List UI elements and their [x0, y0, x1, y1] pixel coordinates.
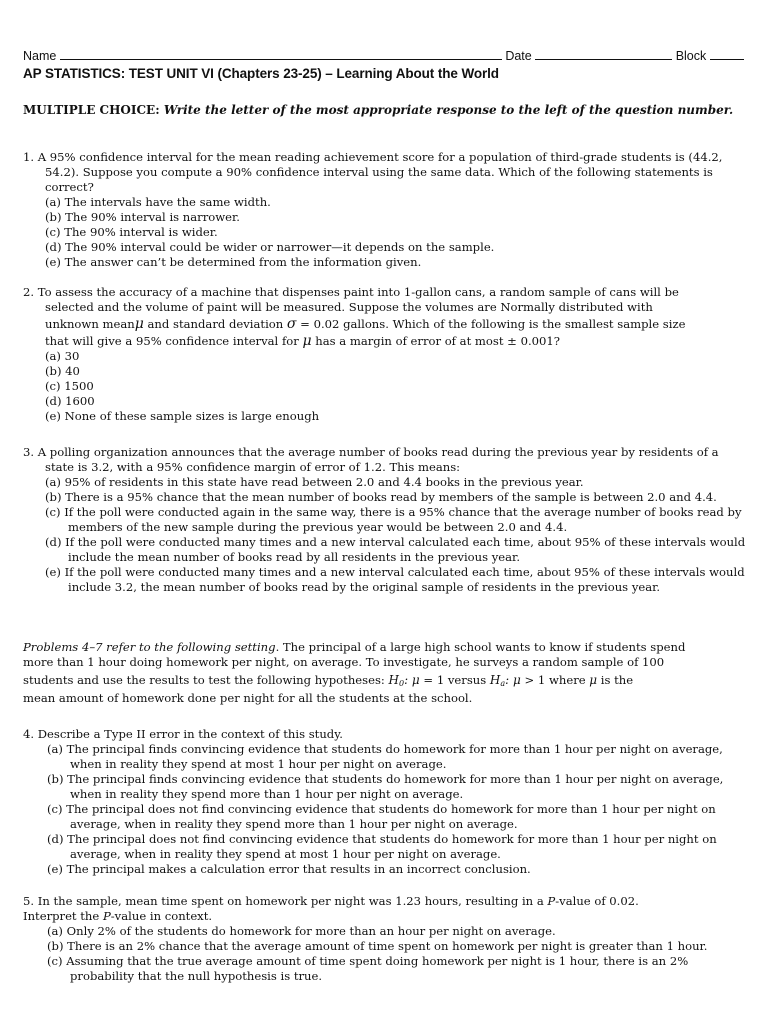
question-4-option-a: (a) The principal finds convincing evidence that students do homework for more than 1 hour per night on average, when in reality they spend at most 1 hour per night on average. [47, 742, 723, 771]
question-3-option-e: (e) If the poll were conducted many times and a new interval calculated each time, about 95% of these intervals would include 3.2, the mean number of books read by the original sample of residents in the previous year. [45, 565, 745, 594]
question-5 [23, 894, 747, 984]
question-1-stem: 1. A 95% confidence interval for the mean reading achievement score for a population of third-grade students is (44.2, 54.2). Suppose you compute a 90% confidence interval using the same data. Which of the following statements is correct? [23, 150, 723, 194]
question-5-stem-line-1: 5. In the sample, mean time spent on homework per night was 1.23 hours, resulting in a P-value of 0.02. [23, 894, 639, 908]
question-1-option-d: (d) The 90% interval could be wider or narrower—it depends on the sample. [45, 240, 495, 254]
question-2 [23, 285, 747, 424]
question-3-stem: 3. A polling organization announces that the average number of books read during the previous year by residents of a state is 3.2, with a 95% confidence margin of error of 1.2. This means: [23, 445, 719, 474]
question-1 [23, 150, 747, 270]
date-field[interactable] [535, 48, 672, 60]
block-field[interactable] [710, 48, 744, 60]
date-label: Date [505, 49, 532, 63]
question-2-line-4 [23, 334, 747, 349]
question-2-line-3-b: and standard deviation [143, 317, 287, 331]
setting-line-3-a: students and use the results to test the following hypotheses: [23, 673, 389, 687]
question-2-line-1: 2. To assess the accuracy of a machine that dispenses paint into 1-gallon cans, a random sample of cans will be [23, 285, 679, 299]
header-fields [23, 48, 745, 63]
question-4-option-d: (d) The principal does not find convincing evidence that students do homework for more than 1 hour per night on average, when in reality they spend at most 1 hour per night on average. [47, 832, 717, 861]
question-3-option-c: (c) If the poll were conducted again in the same way, there is a 95% chance that the average number of books read by members of the new sample during the previous year would be between 2.0 and 4.4. [45, 505, 742, 534]
mu-symbol: μ [134, 316, 144, 332]
null-hypothesis-symbol: $H_0$: μ [388, 673, 420, 688]
question-1-option-a: (a) The intervals have the same width. [45, 195, 271, 209]
setting-line-3-c: > 1 where [520, 673, 590, 687]
block-label: Block [675, 49, 707, 63]
setting-line-1-rest: . The principal of a large high school wants to know if students spend [275, 640, 686, 654]
problem-setting [23, 640, 747, 706]
mu-symbol: μ [302, 333, 312, 349]
setting-line-2: more than 1 hour doing homework per night, on average. To investigate, he surveys a random sample of 100 [23, 655, 665, 669]
question-5-option-c: (c) Assuming that the true average amount of time spent doing homework per night is 1 hour, there is an 2% probability that the null hypothesis is true. [47, 954, 689, 983]
question-4-option-b: (b) The principal finds convincing evidence that students do homework for more than 1 hour per night on average, when in reality they spend more than 1 hour per night on average. [47, 772, 724, 801]
question-5-option-b: (b) There is an 2% chance that the average amount of time spent on homework per night is greater than 1 hour. [47, 939, 708, 953]
question-3-option-d: (d) If the poll were conducted many times and a new interval calculated each time, about 95% of these intervals would include the mean number of books read by all residents in the previous year. [45, 535, 746, 564]
question-2-line-2: selected and the volume of paint will be measured. Suppose the volumes are Normally distributed with [45, 300, 653, 314]
question-3 [23, 445, 747, 595]
question-4 [23, 727, 747, 877]
instructions [23, 103, 745, 119]
question-2-line-4-a: that will give a 95% confidence interval for [45, 334, 303, 348]
setting-line-1 [23, 640, 747, 655]
name-label: Name [23, 49, 57, 63]
question-2-option-d: (d) 1600 [45, 394, 95, 408]
question-2-line-3 [23, 317, 747, 332]
instructions-text: Write the letter of the most appropriate response to the left of the question number. [163, 103, 734, 117]
setting-line-3-b: = 1 versus [419, 673, 490, 687]
setting-italic: Problems 4–7 refer to the following setting [23, 640, 276, 654]
mu-symbol: μ [589, 673, 598, 687]
setting-line-3 [23, 673, 747, 691]
question-2-line-3-c: = 0.02 gallons. Which of the following is the smallest sample size [296, 317, 686, 331]
sigma-symbol: σ [286, 316, 297, 332]
question-1-option-e: (e) The answer can’t be determined from the information given. [45, 255, 422, 269]
name-field[interactable] [60, 48, 502, 60]
question-5-stem-line-2: Interpret the P-value in context. [23, 909, 213, 923]
question-2-line-3-a: unknown mean [45, 317, 135, 331]
question-1-option-c: (c) The 90% interval is wider. [45, 225, 218, 239]
question-2-option-c: (c) 1500 [45, 379, 94, 393]
question-5-option-a: (a) Only 2% of the students do homework for more than an hour per night on average. [47, 924, 556, 938]
alt-hypothesis-symbol: $H_a$: μ [489, 673, 521, 688]
question-4-option-e: (e) The principal makes a calculation error that results in an incorrect conclusion. [47, 862, 531, 876]
question-4-option-c: (c) The principal does not find convincing evidence that students do homework for more than 1 hour per night on average, when in reality they spend more than 1 hour per night on average. [47, 802, 716, 831]
question-2-line-4-b: has a margin of error of at most ± 0.001? [311, 334, 560, 348]
question-2-option-a: (a) 30 [45, 349, 80, 363]
question-1-option-b: (b) The 90% interval is narrower. [45, 210, 240, 224]
setting-line-3-d: is the [597, 673, 634, 687]
question-2-option-e: (e) None of these sample sizes is large enough [45, 409, 320, 423]
setting-line-4: mean amount of homework done per night for all the students at the school. [23, 691, 473, 705]
question-3-option-b: (b) There is a 95% chance that the mean number of books read by members of the sample is between 2.0 and 4.4. [45, 490, 717, 504]
question-4-stem: 4. Describe a Type II error in the context of this study. [23, 727, 343, 741]
question-3-option-a: (a) 95% of residents in this state have read between 2.0 and 4.4 books in the previous year. [45, 475, 584, 489]
question-2-option-b: (b) 40 [45, 364, 80, 378]
test-title: AP STATISTICS: TEST UNIT VI (Chapters 23-25) – Learning About the World [23, 66, 499, 81]
instructions-heading: MULTIPLE CHOICE: [23, 103, 160, 117]
